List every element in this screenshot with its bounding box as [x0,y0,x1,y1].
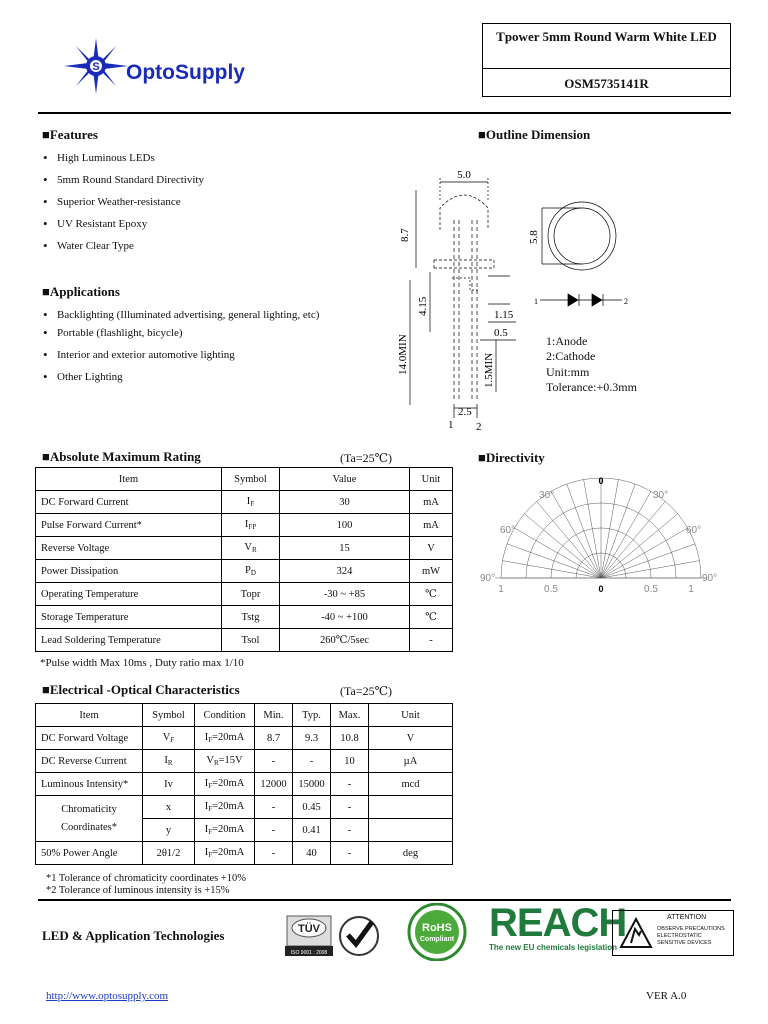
legend-anode: 1:Anode [546,334,588,348]
brand-logo [62,36,292,96]
brand-name: OptoSupply [126,61,245,84]
table-row: Storage Temperature Tstg -40 ~ +100 ℃ [36,606,453,629]
dim-height: 8.7 [399,228,411,242]
eoc-heading: ■Electrical -Optical Characteristics [42,682,240,697]
dim-pitch: 2.5 [458,406,472,418]
features-heading: ■Features [42,127,98,142]
pin-2: 2 [476,421,482,433]
esd-attention-badge: ATTENTION OBSERVE PRECAUTIONS ELECTROSTATIC SENSITIVE DEVICES [612,910,734,956]
svg-text:ISO 9001 : 2008: ISO 9001 : 2008 [290,950,328,956]
table-row: DC Forward Current $I_F$ 30 mA [36,491,453,514]
company-name: LED & Application Technologies [42,928,225,943]
list-item: • Superior Weather-resistance [40,195,204,209]
eoc-note: *1 Tolerance of chromaticity coordinates +10% [46,873,247,884]
reach-badge: REACH The new EU chemicals legislation [489,901,627,952]
list-item: • Interior and exterior automotive lighting [40,348,320,362]
table-row: Power Dissipation $P_D$ 324 mW [36,560,453,583]
legend-cathode: 2:Cathode [546,349,596,363]
svg-text:1: 1 [534,297,538,306]
eoc-condition: (Ta=25℃) [340,684,393,698]
dir-scale: 1 [688,584,694,595]
website-link[interactable]: http://www.optosupply.com [46,990,169,1002]
dim-flange: 5.8 [528,230,540,244]
applications-list [40,306,320,384]
header-rule [38,112,731,114]
list-item: • High Luminous LEDs [40,151,204,165]
list-item: • Water Clear Type [40,239,204,253]
dir-top-label: 0 [598,476,604,486]
outline-heading: ■Outline Dimension [478,127,591,142]
svg-text:Compliant: Compliant [419,936,455,943]
dim-115: 1.15 [494,309,514,321]
eoc-notes [46,873,246,897]
dir-scale: 0.5 [644,584,658,595]
legend-tolerance: Tolerance:+0.3mm [546,380,637,394]
svg-text:RoHS: RoHS [422,922,452,934]
eoc-note: *2 Tolerance of luminous intensity is +15% [46,885,230,896]
dir-r90: 90° [702,573,718,584]
amr-table [35,467,453,652]
version-label: VER A.0 [646,990,687,1002]
list-item: • Backlighting (Illuminated advertising, general lighting, etc) [40,306,320,324]
certified-badge [337,912,381,958]
pin-1: 1 [448,419,454,431]
dir-r30: 30° [653,490,669,501]
dim-width: 5.0 [457,169,471,181]
list-item: • Other Lighting [40,370,320,384]
eoc-table [35,703,453,865]
table-row: Luminous Intensity* Iv $I_F=20mA$ 12000 15000 - mcd [36,773,453,796]
table-header-row: Item Symbol Condition Min. Typ. Max. Unit [36,704,453,727]
table-row: Pulse Forward Current* $I_{FP}$ 100 mA [36,514,453,537]
rohs-badge [398,903,476,961]
table-row: Reverse Voltage $V_R$ 15 V [36,537,453,560]
dim-05: 0.5 [494,327,508,339]
dir-r60: 60° [686,525,702,536]
title-box [482,23,731,97]
table-row: Lead Soldering Temperature Tsol 260℃/5sec - [36,629,453,652]
svg-text:2: 2 [624,297,628,306]
table-row: Chromaticity Coordinates* x $I_F=20mA$ - 0.45 - [36,796,453,819]
dir-scale: 0.5 [544,584,558,595]
dir-l30: 30° [539,490,555,501]
svg-text:S: S [92,61,100,73]
table-row: y $I_F=20mA$ - 0.41 - [36,819,453,842]
table-row: DC Forward Voltage $V_F$ $I_F=20mA$ 8.7 9.3 10.8 V [36,727,453,750]
dim-lead: 14.0MIN [397,334,409,375]
amr-heading: ■Absolute Maximum Rating [42,449,201,464]
dir-scale: 1 [498,584,504,595]
amr-condition: (Ta=25℃) [340,451,393,465]
directivity-chart [478,472,728,602]
features-list [40,151,204,253]
dir-l90: 90° [480,573,496,584]
table-row: DC Reverse Current $I_R$ $V_R=15V$ - - 10 µA [36,750,453,773]
part-number: OSM5735141R [564,76,649,91]
list-item: • UV Resistant Epoxy [40,217,204,231]
dir-scale: 0 [598,584,604,594]
esd-warning-icon [619,917,653,949]
dim-lead2: 1.5MIN [483,352,495,388]
outline-legend [546,334,637,395]
dir-l60: 60° [500,525,516,536]
table-row: Operating Temperature Topr -30 ~ +85 ℃ [36,583,453,606]
table-row: 50% Power Angle 2θ1/2 $I_F=20mA$ - 40 - deg [36,842,453,865]
dim-415: 4.15 [417,296,429,316]
tuv-badge [283,912,335,958]
amr-note: *Pulse width Max 10ms , Duty ratio max 1/10 [40,657,244,669]
table-header-row: Item Symbol Value Unit [36,468,453,491]
directivity-heading: ■Directivity [478,450,545,465]
legend-unit: Unit:mm [546,365,590,379]
svg-text:TÜV: TÜV [298,923,320,935]
applications-heading: ■Applications [42,284,120,299]
footer-rule [38,899,731,901]
list-item: • Portable (flashlight, bicycle) [40,326,320,340]
list-item: • 5mm Round Standard Directivity [40,173,204,187]
product-title: Tpower 5mm Round Warm White LED [496,29,717,44]
